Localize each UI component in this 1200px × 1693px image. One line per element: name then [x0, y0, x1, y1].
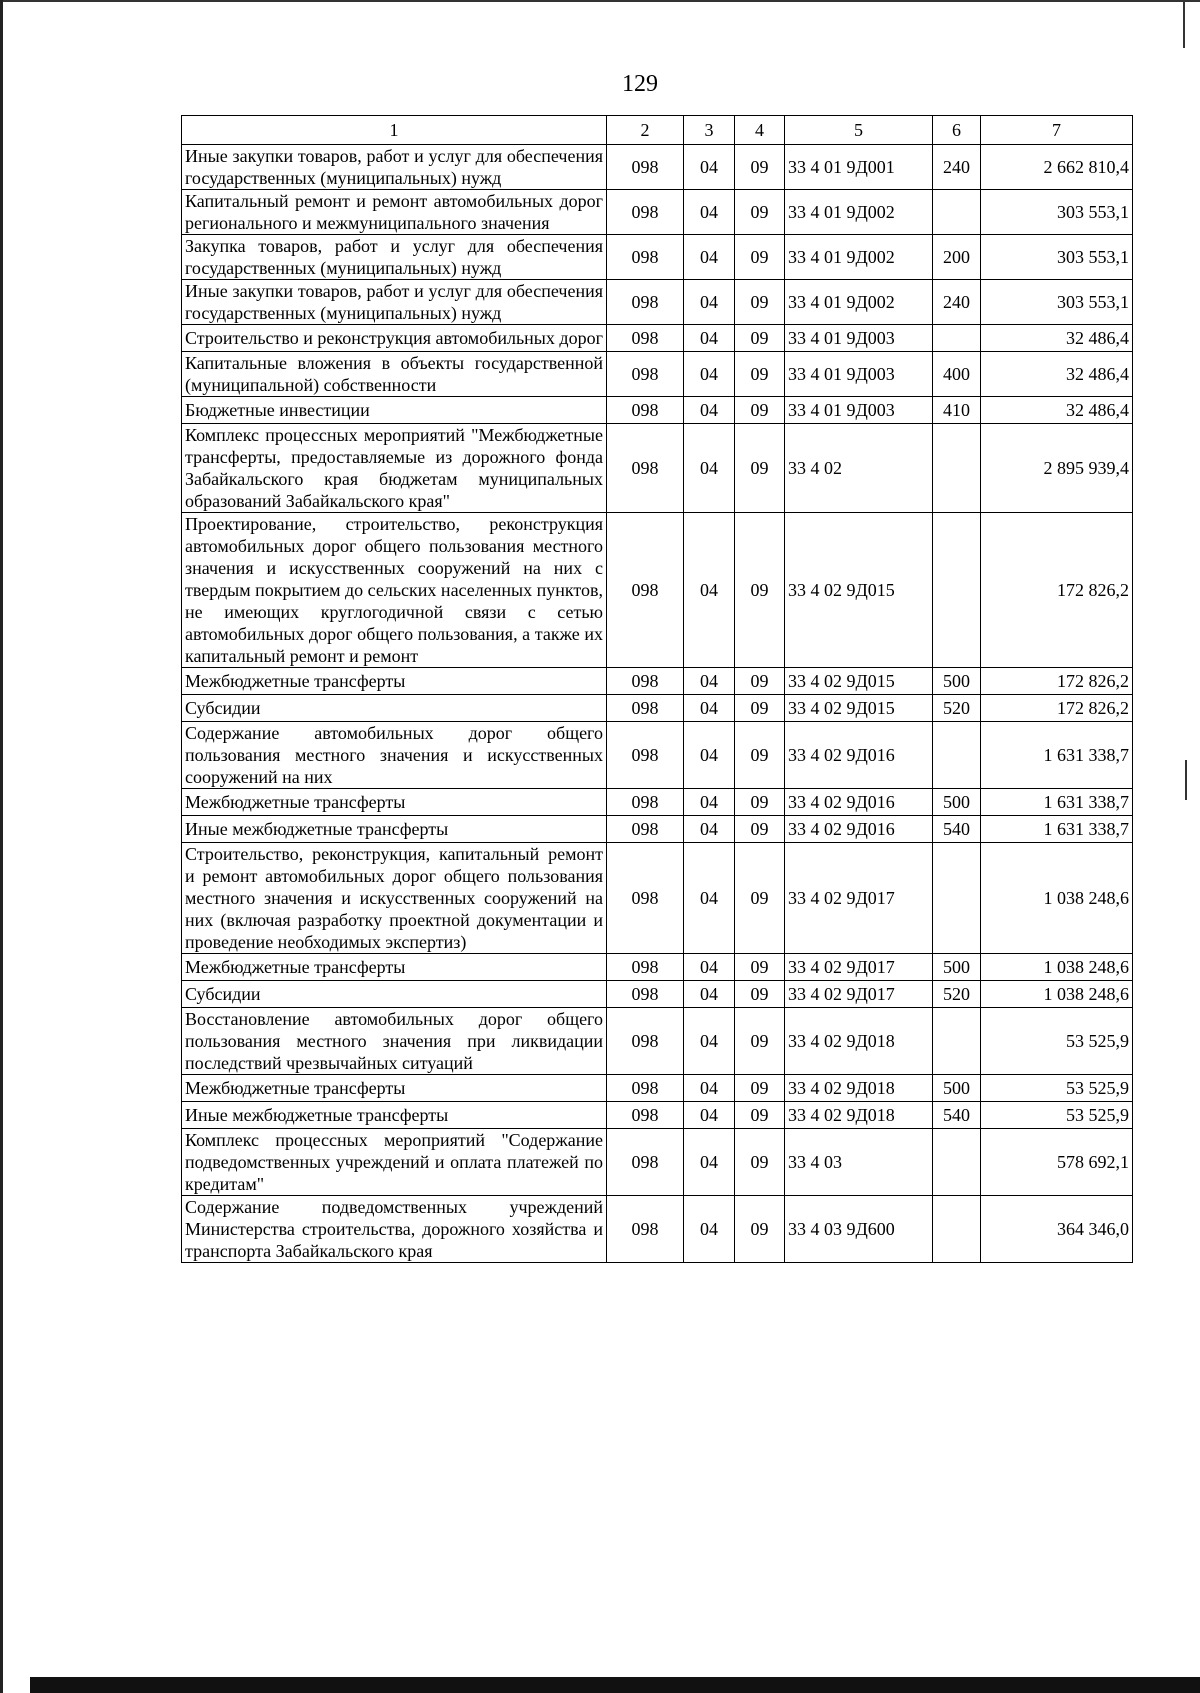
row-target-article: 33 4 03 — [785, 1129, 933, 1196]
row-admin-code: 098 — [607, 397, 684, 424]
row-section-code: 04 — [684, 816, 735, 843]
row-subsection-code: 09 — [735, 981, 785, 1008]
row-amount: 1 038 248,6 — [981, 843, 1133, 954]
row-expense-type: 500 — [933, 954, 981, 981]
row-expense-type: 500 — [933, 668, 981, 695]
row-subsection-code: 09 — [735, 1075, 785, 1102]
row-amount: 2 895 939,4 — [981, 424, 1133, 513]
row-description: Иные закупки товаров, работ и услуг для обеспечения государственных (муниципальных) нужд — [182, 145, 607, 190]
row-amount: 32 486,4 — [981, 397, 1133, 424]
row-admin-code: 098 — [607, 668, 684, 695]
row-subsection-code: 09 — [735, 722, 785, 789]
row-description: Межбюджетные трансферты — [182, 668, 607, 695]
row-expense-type: 410 — [933, 397, 981, 424]
row-amount: 32 486,4 — [981, 352, 1133, 397]
table-row — [182, 1102, 1133, 1129]
row-target-article: 33 4 02 9Д017 — [785, 843, 933, 954]
row-amount: 172 826,2 — [981, 668, 1133, 695]
scan-margin-mark — [1185, 760, 1187, 800]
table-body — [182, 145, 1133, 1263]
row-section-code: 04 — [684, 397, 735, 424]
row-section-code: 04 — [684, 145, 735, 190]
row-admin-code: 098 — [607, 280, 684, 325]
column-header: 4 — [735, 116, 785, 145]
row-expense-type: 400 — [933, 352, 981, 397]
row-target-article: 33 4 01 9Д001 — [785, 145, 933, 190]
row-admin-code: 098 — [607, 1008, 684, 1075]
row-subsection-code: 09 — [735, 280, 785, 325]
row-admin-code: 098 — [607, 816, 684, 843]
column-header: 2 — [607, 116, 684, 145]
row-admin-code: 098 — [607, 954, 684, 981]
row-admin-code: 098 — [607, 352, 684, 397]
row-amount: 1 631 338,7 — [981, 722, 1133, 789]
row-expense-type — [933, 1008, 981, 1075]
row-description: Закупка товаров, работ и услуг для обеспечения государственных (муниципальных) нужд — [182, 235, 607, 280]
table-row — [182, 1075, 1133, 1102]
row-target-article: 33 4 01 9Д002 — [785, 235, 933, 280]
scan-top-edge — [0, 0, 1200, 2]
row-amount: 1 038 248,6 — [981, 981, 1133, 1008]
row-subsection-code: 09 — [735, 695, 785, 722]
row-expense-type: 500 — [933, 1075, 981, 1102]
row-section-code: 04 — [684, 668, 735, 695]
row-section-code: 04 — [684, 981, 735, 1008]
row-subsection-code: 09 — [735, 235, 785, 280]
row-admin-code: 098 — [607, 1129, 684, 1196]
row-target-article: 33 4 01 9Д003 — [785, 352, 933, 397]
row-target-article: 33 4 02 9Д015 — [785, 695, 933, 722]
scan-bottom-band — [30, 1677, 1200, 1693]
row-target-article: 33 4 01 9Д002 — [785, 190, 933, 235]
row-description: Строительство и реконструкция автомобильных дорог — [182, 325, 607, 352]
row-target-article: 33 4 02 9Д016 — [785, 789, 933, 816]
table-row — [182, 145, 1133, 190]
row-expense-type: 520 — [933, 695, 981, 722]
row-expense-type: 540 — [933, 816, 981, 843]
row-amount: 53 525,9 — [981, 1102, 1133, 1129]
row-amount: 303 553,1 — [981, 190, 1133, 235]
row-subsection-code: 09 — [735, 1008, 785, 1075]
row-amount: 1 631 338,7 — [981, 816, 1133, 843]
row-section-code: 04 — [684, 325, 735, 352]
row-subsection-code: 09 — [735, 325, 785, 352]
row-description: Содержание подведомственных учреждений Министерства строительства, дорожного хозяйства и транспорта Забайкальского края — [182, 1196, 607, 1263]
column-header: 7 — [981, 116, 1133, 145]
row-amount: 172 826,2 — [981, 695, 1133, 722]
table-row — [182, 789, 1133, 816]
row-subsection-code: 09 — [735, 190, 785, 235]
row-subsection-code: 09 — [735, 397, 785, 424]
row-expense-type — [933, 325, 981, 352]
row-subsection-code: 09 — [735, 1102, 785, 1129]
row-description: Комплекс процессных мероприятий "Содержание подведомственных учреждений и оплата платежей по кредитам" — [182, 1129, 607, 1196]
row-subsection-code: 09 — [735, 789, 785, 816]
row-subsection-code: 09 — [735, 352, 785, 397]
row-target-article: 33 4 02 9Д018 — [785, 1102, 933, 1129]
row-description: Межбюджетные трансферты — [182, 789, 607, 816]
row-subsection-code: 09 — [735, 954, 785, 981]
table-row — [182, 235, 1133, 280]
row-amount: 1 038 248,6 — [981, 954, 1133, 981]
scan-left-edge — [0, 0, 3, 1693]
row-description: Проектирование, строительство, реконструкция автомобильных дорог общего пользования местного значения и искусственных сооружений на них с твердым покрытием до сельских населенных пунктов, не имеющих круглогодичной связи с сетью автомобильных дорог общего пользования, а также их капитальный ремонт и ремонт — [182, 513, 607, 668]
row-amount: 2 662 810,4 — [981, 145, 1133, 190]
row-section-code: 04 — [684, 424, 735, 513]
row-amount: 303 553,1 — [981, 280, 1133, 325]
row-subsection-code: 09 — [735, 816, 785, 843]
table-row — [182, 816, 1133, 843]
row-description: Комплекс процессных мероприятий "Межбюджетные трансферты, предоставляемые из дорожного фонда Забайкальского края бюджетам муниципальных образований Забайкальского края" — [182, 424, 607, 513]
row-description: Иные закупки товаров, работ и услуг для обеспечения государственных (муниципальных) нужд — [182, 280, 607, 325]
row-expense-type — [933, 722, 981, 789]
row-description: Содержание автомобильных дорог общего пользования местного значения и искусственных сооружений на них — [182, 722, 607, 789]
row-expense-type: 540 — [933, 1102, 981, 1129]
row-target-article: 33 4 03 9Д600 — [785, 1196, 933, 1263]
column-header: 5 — [785, 116, 933, 145]
row-amount: 172 826,2 — [981, 513, 1133, 668]
row-subsection-code: 09 — [735, 1129, 785, 1196]
row-section-code: 04 — [684, 513, 735, 668]
row-admin-code: 098 — [607, 235, 684, 280]
table-row — [182, 722, 1133, 789]
row-description: Межбюджетные трансферты — [182, 954, 607, 981]
column-header: 3 — [684, 116, 735, 145]
row-target-article: 33 4 02 9Д017 — [785, 954, 933, 981]
row-expense-type: 240 — [933, 145, 981, 190]
row-expense-type — [933, 513, 981, 668]
row-description: Бюджетные инвестиции — [182, 397, 607, 424]
row-subsection-code: 09 — [735, 1196, 785, 1263]
row-target-article: 33 4 01 9Д003 — [785, 325, 933, 352]
table-row — [182, 325, 1133, 352]
row-amount: 32 486,4 — [981, 325, 1133, 352]
table-row — [182, 513, 1133, 668]
header-row — [182, 116, 1133, 145]
row-admin-code: 098 — [607, 513, 684, 668]
row-target-article: 33 4 01 9Д003 — [785, 397, 933, 424]
row-section-code: 04 — [684, 1129, 735, 1196]
row-section-code: 04 — [684, 722, 735, 789]
row-expense-type — [933, 190, 981, 235]
row-expense-type — [933, 424, 981, 513]
table-row — [182, 954, 1133, 981]
row-subsection-code: 09 — [735, 424, 785, 513]
row-description: Капитальный ремонт и ремонт автомобильных дорог регионального и межмуниципального значения — [182, 190, 607, 235]
row-section-code: 04 — [684, 843, 735, 954]
column-header: 6 — [933, 116, 981, 145]
row-admin-code: 098 — [607, 981, 684, 1008]
row-amount: 1 631 338,7 — [981, 789, 1133, 816]
row-section-code: 04 — [684, 1102, 735, 1129]
row-description: Иные межбюджетные трансферты — [182, 816, 607, 843]
row-section-code: 04 — [684, 1196, 735, 1263]
row-description: Восстановление автомобильных дорог общего пользования местного значения при ликвидации последствий чрезвычайных ситуаций — [182, 1008, 607, 1075]
row-target-article: 33 4 02 9Д018 — [785, 1075, 933, 1102]
table-row — [182, 981, 1133, 1008]
row-section-code: 04 — [684, 1075, 735, 1102]
table-row — [182, 1196, 1133, 1263]
row-section-code: 04 — [684, 352, 735, 397]
row-admin-code: 098 — [607, 789, 684, 816]
row-admin-code: 098 — [607, 424, 684, 513]
table-row — [182, 397, 1133, 424]
row-description: Иные межбюджетные трансферты — [182, 1102, 607, 1129]
row-description: Субсидии — [182, 981, 607, 1008]
row-subsection-code: 09 — [735, 513, 785, 668]
row-description: Строительство, реконструкция, капитальный ремонт и ремонт автомобильных дорог общего пользования местного значения и искусственных сооружений на них (включая разработку проектной документации и проведение необходимых экспертиз) — [182, 843, 607, 954]
row-expense-type: 520 — [933, 981, 981, 1008]
row-admin-code: 098 — [607, 1196, 684, 1263]
table-row — [182, 280, 1133, 325]
row-target-article: 33 4 02 9Д015 — [785, 513, 933, 668]
row-subsection-code: 09 — [735, 843, 785, 954]
table-row — [182, 695, 1133, 722]
row-amount: 364 346,0 — [981, 1196, 1133, 1263]
page-number: 129 — [622, 71, 658, 97]
table-row — [182, 843, 1133, 954]
row-expense-type — [933, 1196, 981, 1263]
row-section-code: 04 — [684, 280, 735, 325]
row-expense-type: 200 — [933, 235, 981, 280]
row-target-article: 33 4 02 9Д016 — [785, 722, 933, 789]
row-admin-code: 098 — [607, 325, 684, 352]
row-admin-code: 098 — [607, 190, 684, 235]
row-expense-type: 240 — [933, 280, 981, 325]
table-row — [182, 424, 1133, 513]
row-admin-code: 098 — [607, 695, 684, 722]
row-subsection-code: 09 — [735, 668, 785, 695]
budget-table — [181, 115, 1133, 1263]
column-header: 1 — [182, 116, 607, 145]
row-description: Межбюджетные трансферты — [182, 1075, 607, 1102]
row-section-code: 04 — [684, 954, 735, 981]
row-amount: 53 525,9 — [981, 1008, 1133, 1075]
row-amount: 53 525,9 — [981, 1075, 1133, 1102]
row-section-code: 04 — [684, 1008, 735, 1075]
row-expense-type — [933, 1129, 981, 1196]
row-admin-code: 098 — [607, 145, 684, 190]
row-admin-code: 098 — [607, 843, 684, 954]
row-target-article: 33 4 02 9Д017 — [785, 981, 933, 1008]
row-target-article: 33 4 02 9Д016 — [785, 816, 933, 843]
row-target-article: 33 4 01 9Д002 — [785, 280, 933, 325]
table-row — [182, 1008, 1133, 1075]
row-admin-code: 098 — [607, 1102, 684, 1129]
row-target-article: 33 4 02 9Д018 — [785, 1008, 933, 1075]
row-expense-type: 500 — [933, 789, 981, 816]
row-section-code: 04 — [684, 789, 735, 816]
table-row — [182, 1129, 1133, 1196]
row-target-article: 33 4 02 9Д015 — [785, 668, 933, 695]
table-row — [182, 668, 1133, 695]
row-description: Капитальные вложения в объекты государственной (муниципальной) собственности — [182, 352, 607, 397]
table-row — [182, 352, 1133, 397]
row-admin-code: 098 — [607, 1075, 684, 1102]
scan-margin-mark — [1183, 0, 1185, 48]
row-amount: 303 553,1 — [981, 235, 1133, 280]
table-row — [182, 190, 1133, 235]
row-section-code: 04 — [684, 695, 735, 722]
row-target-article: 33 4 02 — [785, 424, 933, 513]
row-section-code: 04 — [684, 190, 735, 235]
row-expense-type — [933, 843, 981, 954]
row-description: Субсидии — [182, 695, 607, 722]
row-amount: 578 692,1 — [981, 1129, 1133, 1196]
row-admin-code: 098 — [607, 722, 684, 789]
row-subsection-code: 09 — [735, 145, 785, 190]
row-section-code: 04 — [684, 235, 735, 280]
